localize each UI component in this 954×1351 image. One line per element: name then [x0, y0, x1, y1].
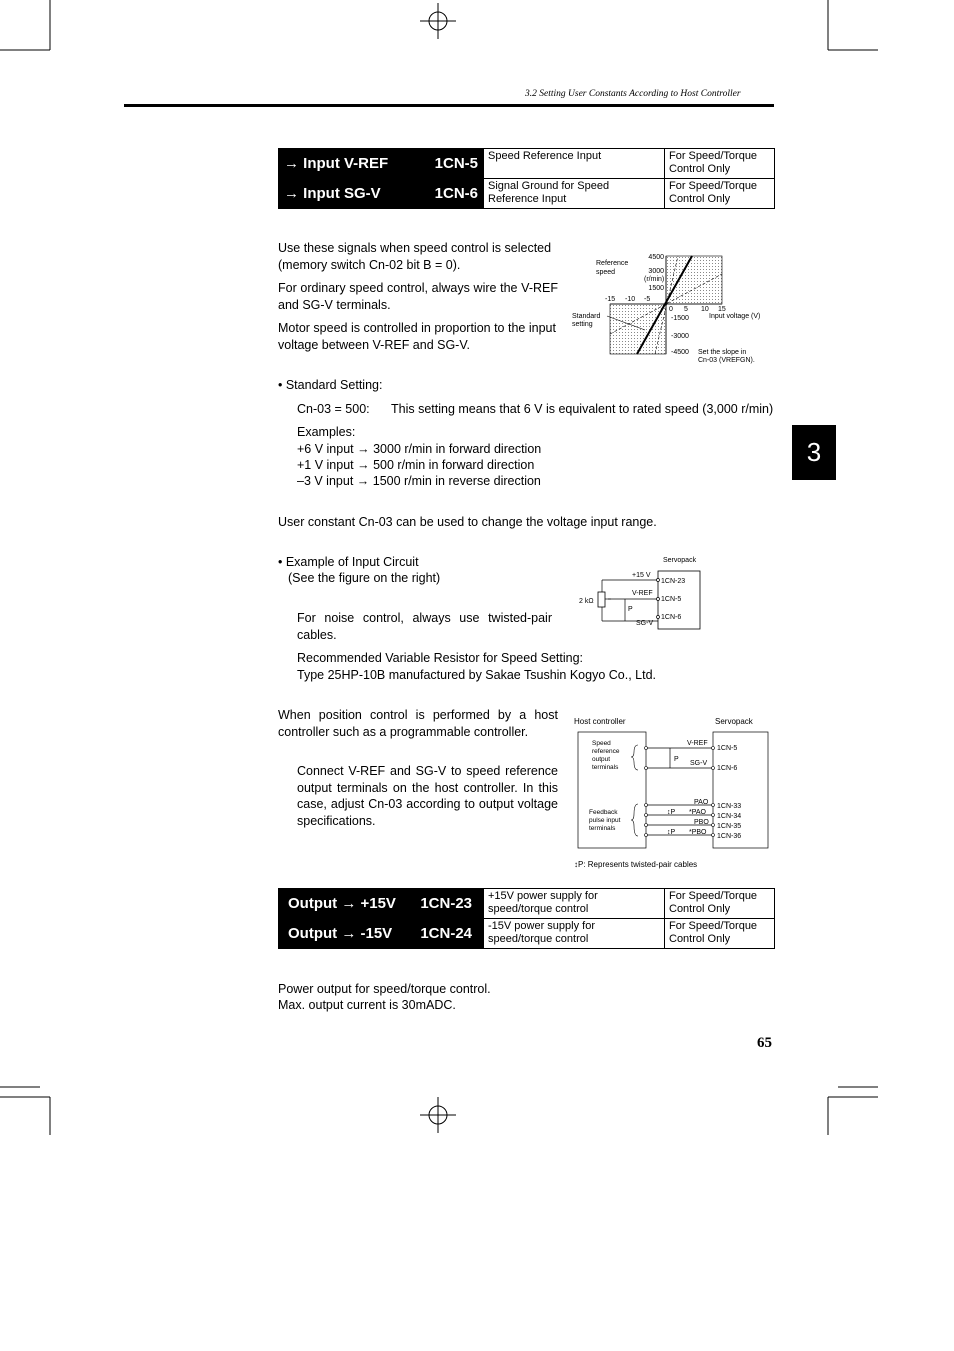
upper-range-shade	[666, 256, 722, 304]
sgv-label: SG-V	[636, 620, 654, 627]
x-tick-label: 5	[684, 306, 688, 313]
signal-description: +15V power supply for speed/torque control	[484, 889, 665, 919]
vref-label: V-REF	[687, 740, 708, 747]
twisted-pair-marker: ↕P	[667, 809, 676, 816]
signal-pin: 1CN-5	[434, 155, 478, 172]
variable-resistor	[598, 592, 605, 607]
signal-pin: 1CN-23	[420, 895, 472, 912]
servopack-label: Servopack	[663, 557, 697, 564]
signal-description: -15V power supply for speed/torque control	[484, 919, 665, 949]
pao-label: PAO	[694, 799, 709, 806]
signal-pin: 1CN-6	[434, 185, 478, 202]
signal-name: Output → -15V	[288, 925, 393, 942]
pin-label: 1CN-6	[717, 765, 738, 772]
y-tick-label: -3000	[671, 333, 689, 340]
x-tick-label: 10	[701, 306, 709, 313]
intro-paragraph-2: For ordinary speed control, always wire the V-REF and SG-V terminals.	[278, 281, 558, 312]
signal-name: → Input SG-V	[284, 185, 381, 202]
header-rule	[124, 104, 774, 107]
y-tick-label: 4500	[648, 254, 664, 261]
table-row	[279, 179, 775, 209]
example-line: +1 V input → 500 r/min in forward direction	[297, 458, 535, 472]
input-circuit-diagram	[575, 552, 710, 637]
signal-name: → Input V-REF	[284, 155, 389, 172]
y-tick-label: -4500	[671, 349, 689, 356]
pin-label: 1CN-5	[717, 745, 738, 752]
pin-label: 1CN-36	[717, 833, 742, 840]
pin-label: 1CN-5	[661, 596, 682, 603]
resistor-label: 2 kΩ	[579, 598, 594, 605]
signal-scope: For Speed/Torque Control Only	[665, 149, 775, 179]
plus15-label: +15 V	[632, 572, 651, 579]
pin-label: 1CN-33	[717, 803, 742, 810]
speed-reference-graph	[565, 248, 780, 370]
y-tick-label: 3000	[648, 268, 664, 275]
y-unit-label: (r/min)	[644, 276, 665, 283]
standard-setting-value: Cn-03 = 500:	[297, 402, 370, 416]
signal-scope: For Speed/Torque Control Only	[665, 919, 775, 949]
pin-label: 1CN-34	[717, 813, 742, 820]
example-line: +6 V input → 3000 r/min in forward direction	[297, 442, 542, 456]
page-number: 65	[757, 1035, 772, 1051]
power-note-2: Max. output current is 30mADC.	[278, 998, 456, 1012]
noise-note: For noise control, always use twisted-pair cables.	[297, 611, 552, 642]
twisted-pair-marker: ↕P	[667, 829, 676, 836]
twisted-pair-label: P	[674, 756, 679, 763]
slope-note: Set the slope in Cn-03 (VREFGN).	[698, 349, 755, 364]
host-paragraph-1: When position control is performed by a host controller such as a programmable controller.	[278, 708, 558, 739]
pao-n-label: *PAO	[689, 809, 706, 816]
signal-description: Speed Reference Input	[484, 149, 665, 179]
x-tick-label: -15	[605, 296, 616, 303]
section-header: 3.2 Setting User Constants According to Host Controller	[525, 89, 741, 99]
examples-title: Examples:	[297, 425, 356, 439]
standard-label: Standard setting	[572, 313, 601, 328]
signal-pin: 1CN-24	[420, 925, 472, 942]
vref-label: V-REF	[632, 590, 653, 597]
power-note-1: Power output for speed/torque control.	[278, 982, 491, 996]
range-note: User constant Cn-03 can be used to change the voltage input range.	[278, 515, 657, 529]
twisted-pair-label: P	[628, 606, 633, 613]
table-row	[279, 149, 775, 179]
feedback-terminals-label: Feedback pulse input terminals	[589, 809, 621, 832]
pbo-n-label: *PBO	[689, 829, 707, 836]
intro-paragraph-3: Motor speed is controlled in proportion to the input voltage between V-REF and SG-V.	[278, 321, 556, 352]
resistor-line-1: Recommended Variable Resistor for Speed Setting:	[297, 651, 584, 665]
pin-label: 1CN-35	[717, 823, 742, 830]
resistor-line-2: Type 25HP-10B manufactured by Sakae Tsushin Kogyo Co., Ltd.	[297, 668, 657, 682]
output-signal-table	[278, 888, 775, 949]
signal-scope: For Speed/Torque Control Only	[665, 889, 775, 919]
input-circuit-heading: • Example of Input Circuit	[278, 555, 419, 569]
servopack-label: Servopack	[715, 717, 753, 726]
sgv-label: SG-V	[690, 760, 708, 767]
x-tick-label: 0	[669, 306, 673, 313]
x-tick-label: -5	[644, 296, 651, 303]
y-tick-label: -1500	[671, 315, 689, 322]
standard-setting-meaning: This setting means that 6 V is equivalent to rated speed (3,000 r/min)	[391, 402, 774, 416]
chapter-tab: 3	[792, 425, 836, 480]
host-controller-circuit-diagram	[570, 712, 775, 877]
x-axis-title: Input voltage (V)	[709, 313, 761, 320]
signal-scope: For Speed/Torque Control Only	[665, 179, 775, 209]
host-controller-label: Host controller	[574, 717, 626, 726]
signal-name: Output → +15V	[288, 895, 396, 912]
input-circuit-see: (See the figure on the right)	[288, 571, 441, 585]
intro-paragraph-1: Use these signals when speed control is selected (memory switch Cn-02 bit B = 0).	[278, 241, 552, 272]
x-tick-label: 15	[718, 306, 726, 313]
speed-ref-terminals-label: Speed reference output terminals	[592, 740, 620, 771]
pin-label: 1CN-6	[661, 614, 682, 621]
input-signal-table	[278, 148, 775, 209]
lower-range-shade	[610, 304, 666, 354]
table-row	[279, 889, 775, 919]
y-axis-title: Reference speed	[596, 260, 629, 276]
x-tick-label: -10	[625, 296, 636, 303]
table-row	[279, 919, 775, 949]
host-paragraph-2: Connect V-REF and SG-V to speed reference output terminals on the host controller. In this case, adjust Cn-03 according to output voltage specifications.	[297, 764, 558, 828]
signal-description: Signal Ground for Speed Reference Input	[484, 179, 665, 209]
pbo-label: PBO	[694, 819, 709, 826]
example-line: –3 V input → 1500 r/min in reverse direction	[297, 474, 541, 488]
pin-label: 1CN-23	[661, 578, 686, 585]
y-tick-label: 1500	[648, 285, 664, 292]
twisted-pair-note: ↕P: Represents twisted-pair cables	[574, 860, 698, 869]
standard-setting-heading: • Standard Setting:	[278, 378, 383, 392]
